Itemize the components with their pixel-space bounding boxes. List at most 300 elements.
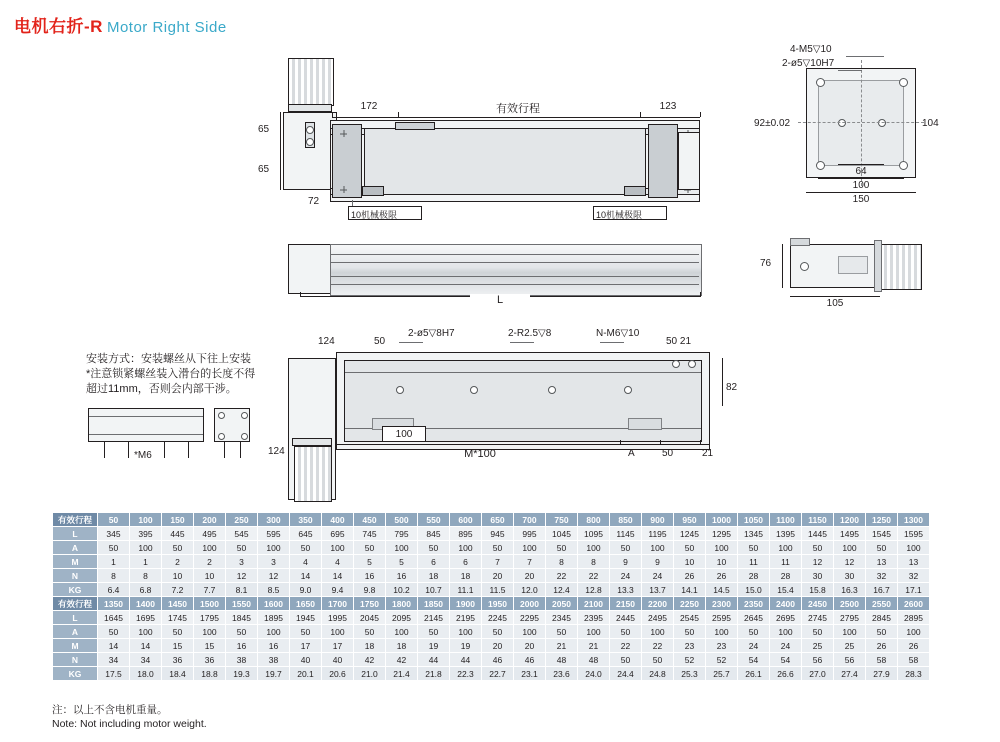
cell: 2345 — [546, 611, 578, 625]
cell: 50 — [866, 625, 898, 639]
cell: 8.1 — [226, 583, 258, 597]
cell: 2195 — [450, 611, 482, 625]
hdr-cell: 50 — [98, 513, 130, 527]
hdr-cell: 350 — [290, 513, 322, 527]
side-detail — [838, 256, 868, 274]
bottom-motor-flange — [292, 438, 332, 446]
dimtick-L-right — [700, 292, 701, 297]
flange-dim-64-line — [838, 164, 884, 165]
cell: 42 — [354, 653, 386, 667]
front-rail-line-4 — [331, 284, 699, 285]
side-motor-flange — [874, 240, 882, 292]
cell: 13 — [866, 555, 898, 569]
cell: 50 — [226, 625, 258, 639]
cell: 6 — [418, 555, 450, 569]
cell: 36 — [194, 653, 226, 667]
front-rail-body — [330, 244, 702, 296]
cell: 46 — [482, 653, 514, 667]
hdr-cell: 1100 — [770, 513, 802, 527]
cell: 14 — [98, 639, 130, 653]
cell: 1595 — [898, 527, 930, 541]
cell: 1695 — [130, 611, 162, 625]
limit-block-right — [624, 186, 646, 196]
dimtick-L-left — [300, 292, 301, 297]
hdr-cell: 1800 — [386, 597, 418, 611]
bottom-hole-4 — [624, 386, 632, 394]
cell: 21 — [578, 639, 610, 653]
cell: 2 — [162, 555, 194, 569]
page-title-zh: 电机右折-R — [14, 17, 103, 36]
cell: 100 — [386, 625, 418, 639]
dim-M100: M*100 — [464, 448, 496, 460]
cell: 36 — [162, 653, 194, 667]
cell: 52 — [706, 653, 738, 667]
hdr-cell: 400 — [322, 513, 354, 527]
dim-65-b: 65 — [258, 164, 270, 175]
row-header-stroke-1: 有效行程 — [53, 513, 98, 527]
motor-flange-top — [288, 104, 332, 112]
cell: 58 — [866, 653, 898, 667]
hdr-cell: 2500 — [834, 597, 866, 611]
spec-table — [52, 512, 930, 681]
cell: 22 — [578, 569, 610, 583]
cell: 46 — [514, 653, 546, 667]
cell: 48 — [578, 653, 610, 667]
hdr-cell: 2200 — [642, 597, 674, 611]
cell: 50 — [418, 625, 450, 639]
cell: 50 — [866, 541, 898, 555]
dim-A: A — [628, 448, 635, 459]
cell: 25 — [802, 639, 834, 653]
table-row — [53, 625, 930, 639]
mount-detail-hole-tl — [218, 412, 225, 419]
cell: 1545 — [866, 527, 898, 541]
cell: 25 — [834, 639, 866, 653]
cell: 2745 — [802, 611, 834, 625]
hdr-cell: 1950 — [482, 597, 514, 611]
hdr-cell: 600 — [450, 513, 482, 527]
row-label-L: L — [53, 611, 98, 625]
cell: 100 — [258, 541, 290, 555]
cell: 24 — [770, 639, 802, 653]
cell: 25.7 — [706, 667, 738, 681]
cell: 11.5 — [482, 583, 514, 597]
cell: 9 — [610, 555, 642, 569]
mount-detail-hole-br — [241, 433, 248, 440]
hdr-cell: 750 — [546, 513, 578, 527]
hdr-cell: 1350 — [98, 597, 130, 611]
cell: 7 — [514, 555, 546, 569]
cell: 100 — [898, 541, 930, 555]
cell: 50 — [226, 541, 258, 555]
cell: 16 — [258, 639, 290, 653]
cell: 2695 — [770, 611, 802, 625]
cell: 9.8 — [354, 583, 386, 597]
dim-L: L — [470, 294, 530, 306]
bottom-dimline — [336, 444, 710, 445]
cell: 100 — [834, 625, 866, 639]
cell: 50 — [610, 653, 642, 667]
cell: 2645 — [738, 611, 770, 625]
cell: 20 — [514, 639, 546, 653]
cell: 40 — [290, 653, 322, 667]
cell: 2495 — [642, 611, 674, 625]
cell: 100 — [322, 625, 354, 639]
cell: 1 — [98, 555, 130, 569]
cell: 12 — [226, 569, 258, 583]
dim-76: 76 — [760, 258, 772, 269]
hdr-cell: 1300 — [898, 513, 930, 527]
screw-mark-1 — [340, 130, 347, 137]
cell: 50 — [738, 541, 770, 555]
flange-dim-150-line — [806, 192, 916, 193]
cell: 16 — [386, 569, 418, 583]
cell: 20 — [482, 569, 514, 583]
cell: 27.4 — [834, 667, 866, 681]
hdr-cell: 1000 — [706, 513, 738, 527]
cell: 100 — [514, 541, 546, 555]
cell: 10.2 — [386, 583, 418, 597]
cell: 1045 — [546, 527, 578, 541]
hdr-cell: 1450 — [162, 597, 194, 611]
row-label-M: M — [53, 639, 98, 653]
cell: 19 — [450, 639, 482, 653]
cell: 20 — [514, 569, 546, 583]
cell: 1945 — [290, 611, 322, 625]
cell: 18 — [386, 639, 418, 653]
cell: 28.3 — [898, 667, 930, 681]
side-dim76-line — [782, 244, 783, 288]
cell: 58 — [898, 653, 930, 667]
cell: 22.7 — [482, 667, 514, 681]
cell: 6.4 — [98, 583, 130, 597]
mount-detail-line-2 — [89, 434, 203, 435]
cell: 695 — [322, 527, 354, 541]
footer-notes — [52, 703, 207, 731]
cell: 2595 — [706, 611, 738, 625]
cell: 100 — [898, 625, 930, 639]
cell: 2145 — [418, 611, 450, 625]
bottom-motor-body — [294, 446, 332, 502]
hdr-cell: 2300 — [706, 597, 738, 611]
cell: 32 — [898, 569, 930, 583]
cell: 2045 — [354, 611, 386, 625]
cell: 1795 — [194, 611, 226, 625]
coupling-hole-1 — [306, 126, 314, 134]
side-body-top — [790, 238, 810, 246]
mount-detail-side — [88, 408, 204, 442]
bottom-tick-4 — [700, 440, 701, 445]
cell: 13.7 — [642, 583, 674, 597]
cell: 18.8 — [194, 667, 226, 681]
hdr-cell: 1700 — [322, 597, 354, 611]
hdr-cell: 2450 — [802, 597, 834, 611]
cell: 16 — [226, 639, 258, 653]
hdr-cell: 300 — [258, 513, 290, 527]
cell: 100 — [514, 625, 546, 639]
cell: 14 — [322, 569, 354, 583]
cell: 2795 — [834, 611, 866, 625]
cell: 2245 — [482, 611, 514, 625]
bottom-hole-5 — [672, 360, 680, 368]
hdr-cell: 1500 — [194, 597, 226, 611]
cell: 100 — [770, 541, 802, 555]
motor-body-top — [288, 58, 334, 106]
cell: 1 — [130, 555, 162, 569]
hdr-cell: 1600 — [258, 597, 290, 611]
cell: 50 — [482, 541, 514, 555]
cell: 4 — [322, 555, 354, 569]
hdr-cell: 2600 — [898, 597, 930, 611]
mounting-note-line-1: 安装方式：安装螺丝从下往上安装 — [86, 353, 251, 365]
bottom-hole-2 — [470, 386, 478, 394]
cell: 26 — [898, 639, 930, 653]
cell: 50 — [610, 541, 642, 555]
hdr-cell: 2250 — [674, 597, 706, 611]
cell: 38 — [226, 653, 258, 667]
cell: 23 — [706, 639, 738, 653]
cell: 1245 — [674, 527, 706, 541]
cell: 21.4 — [386, 667, 418, 681]
cell: 345 — [98, 527, 130, 541]
cell: 26 — [866, 639, 898, 653]
cell: 1495 — [834, 527, 866, 541]
dim-50-top: 50 — [374, 336, 386, 347]
cell: 9 — [642, 555, 674, 569]
page-title-en: Motor Right Side — [106, 19, 227, 36]
cell: 15.0 — [738, 583, 770, 597]
hdr-cell: 450 — [354, 513, 386, 527]
dim-4-M5: 4-M5▽10 — [790, 44, 832, 55]
hdr-cell: 2400 — [770, 597, 802, 611]
bottom-dim82-line — [722, 358, 723, 406]
cell: 20.6 — [322, 667, 354, 681]
cell: 8.5 — [258, 583, 290, 597]
cell: 24.0 — [578, 667, 610, 681]
cell: 2395 — [578, 611, 610, 625]
hdr-cell: 1850 — [418, 597, 450, 611]
cell: 24 — [610, 569, 642, 583]
flange-dowel-l — [838, 119, 846, 127]
cell: 10 — [706, 555, 738, 569]
cell: 19 — [418, 639, 450, 653]
cell: 50 — [802, 625, 834, 639]
row-label-A: A — [53, 625, 98, 639]
bottom-plate-line-1 — [345, 372, 701, 373]
cell: 19.7 — [258, 667, 290, 681]
cell: 56 — [834, 653, 866, 667]
side-dim105-line — [790, 296, 880, 297]
row-header-stroke-2: 有效行程 — [53, 597, 98, 611]
cell: 44 — [418, 653, 450, 667]
hdr-cell: 700 — [514, 513, 546, 527]
spec-table-body — [53, 513, 930, 681]
front-rail-line-1 — [331, 254, 699, 255]
row-label-L: L — [53, 527, 98, 541]
hdr-cell: 1650 — [290, 597, 322, 611]
mounting-note-line-3: 超过11mm，否则会内部干涉。 — [86, 383, 237, 395]
cell: 745 — [354, 527, 386, 541]
cell: 9.4 — [322, 583, 354, 597]
hdr-cell: 900 — [642, 513, 674, 527]
cell: 100 — [130, 625, 162, 639]
cell: 1395 — [770, 527, 802, 541]
hdr-cell: 1150 — [802, 513, 834, 527]
cell: 100 — [642, 625, 674, 639]
cell: 32 — [866, 569, 898, 583]
screw-5 — [224, 442, 225, 458]
side-motor — [880, 244, 922, 290]
table-row — [53, 555, 930, 569]
cell: 12 — [258, 569, 290, 583]
row-label-A: A — [53, 541, 98, 555]
dim-72: 72 — [308, 196, 320, 207]
cell: 11 — [738, 555, 770, 569]
cell: 50 — [610, 625, 642, 639]
cell: 23.1 — [514, 667, 546, 681]
dimtick-top-m2 — [640, 112, 641, 117]
cell: 50 — [354, 541, 386, 555]
dim-2-d5: 2-ø5▽10H7 — [782, 58, 835, 69]
dim-N-M6: N-M6▽10 — [596, 328, 640, 339]
hdr-cell: 500 — [386, 513, 418, 527]
cell: 2545 — [674, 611, 706, 625]
cell: 1195 — [642, 527, 674, 541]
cell: 100 — [194, 625, 226, 639]
cell: 10 — [162, 569, 194, 583]
cell: 10 — [194, 569, 226, 583]
cell: 5 — [354, 555, 386, 569]
dim-82: 82 — [726, 382, 738, 393]
table-row — [53, 639, 930, 653]
flange-hole-bl — [816, 161, 825, 170]
bottom-leader-3 — [600, 342, 624, 343]
cell: 18 — [354, 639, 386, 653]
cell: 50 — [802, 541, 834, 555]
cell: 50 — [162, 625, 194, 639]
hdr-cell: 1750 — [354, 597, 386, 611]
hdr-cell: 2100 — [578, 597, 610, 611]
flange-dowel-r — [878, 119, 886, 127]
cell: 50 — [674, 541, 706, 555]
cell: 100 — [578, 541, 610, 555]
cell: 100 — [322, 541, 354, 555]
hdr-cell: 650 — [482, 513, 514, 527]
dim-124-bottom: 124 — [268, 446, 285, 457]
row-label-KG: KG — [53, 583, 98, 597]
cell: 3 — [226, 555, 258, 569]
cell: 26.1 — [738, 667, 770, 681]
cell: 14 — [130, 639, 162, 653]
cell: 21 — [546, 639, 578, 653]
screw-1 — [104, 442, 105, 458]
cell: 24.8 — [642, 667, 674, 681]
limit-label-left: 10机械极限 — [351, 210, 398, 220]
carriage-plan — [364, 128, 646, 195]
cell: 50 — [98, 625, 130, 639]
hdr-cell: 550 — [418, 513, 450, 527]
right-end-stub — [678, 132, 700, 190]
dim-150: 150 — [852, 194, 870, 205]
cell: 8 — [546, 555, 578, 569]
cell: 14.5 — [706, 583, 738, 597]
cell: 50 — [290, 541, 322, 555]
table-row — [53, 597, 930, 611]
cell: 23 — [674, 639, 706, 653]
cell: 1295 — [706, 527, 738, 541]
cell: 50 — [98, 541, 130, 555]
cell: 3 — [258, 555, 290, 569]
cell: 100 — [450, 625, 482, 639]
cell: 8 — [578, 555, 610, 569]
cell: 100 — [706, 625, 738, 639]
cell: 4 — [290, 555, 322, 569]
hdr-cell: 150 — [162, 513, 194, 527]
hdr-cell: 2000 — [514, 597, 546, 611]
bottom-leader-2 — [510, 342, 534, 343]
cell: 1445 — [802, 527, 834, 541]
hdr-cell: 100 — [130, 513, 162, 527]
cell: 17.5 — [98, 667, 130, 681]
cell: 12.8 — [578, 583, 610, 597]
cell: 48 — [546, 653, 578, 667]
screw-3 — [164, 442, 165, 458]
dim-stroke: 有效行程 — [496, 103, 540, 115]
cell: 2895 — [898, 611, 930, 625]
cell: 50 — [546, 625, 578, 639]
cell: 27.0 — [802, 667, 834, 681]
cell: 18.4 — [162, 667, 194, 681]
dim-50-bottom: 50 — [662, 448, 674, 459]
side-hole-a — [800, 262, 809, 271]
front-rail-line-3 — [331, 276, 699, 277]
dim-100-bottom: 100 — [395, 429, 413, 440]
mount-detail-line-1 — [89, 416, 203, 417]
row-label-M: M — [53, 555, 98, 569]
cell: 14.1 — [674, 583, 706, 597]
cell: 17 — [290, 639, 322, 653]
limit-label-right: 10机械极限 — [596, 210, 643, 220]
cell: 22.3 — [450, 667, 482, 681]
cell: 795 — [386, 527, 418, 541]
cell: 395 — [130, 527, 162, 541]
dim-100: 100 — [852, 180, 870, 191]
cell: 17 — [322, 639, 354, 653]
cell: 17.1 — [898, 583, 930, 597]
cell: 16.7 — [866, 583, 898, 597]
end-block-left — [332, 124, 362, 198]
cell: 13.3 — [610, 583, 642, 597]
cell: 23.6 — [546, 667, 578, 681]
cell: 30 — [834, 569, 866, 583]
cell: 100 — [706, 541, 738, 555]
coupling-hole-2 — [306, 138, 314, 146]
end-block-right — [648, 124, 678, 198]
hdr-cell: 2050 — [546, 597, 578, 611]
hdr-cell: 850 — [610, 513, 642, 527]
cell: 18 — [450, 569, 482, 583]
cell: 20 — [482, 639, 514, 653]
cell: 16 — [354, 569, 386, 583]
hdr-cell: 1250 — [866, 513, 898, 527]
cell: 1845 — [226, 611, 258, 625]
cell: 15.4 — [770, 583, 802, 597]
cell: 54 — [770, 653, 802, 667]
cell: 100 — [642, 541, 674, 555]
cell: 50 — [354, 625, 386, 639]
cell: 40 — [322, 653, 354, 667]
row-label-N: N — [53, 569, 98, 583]
